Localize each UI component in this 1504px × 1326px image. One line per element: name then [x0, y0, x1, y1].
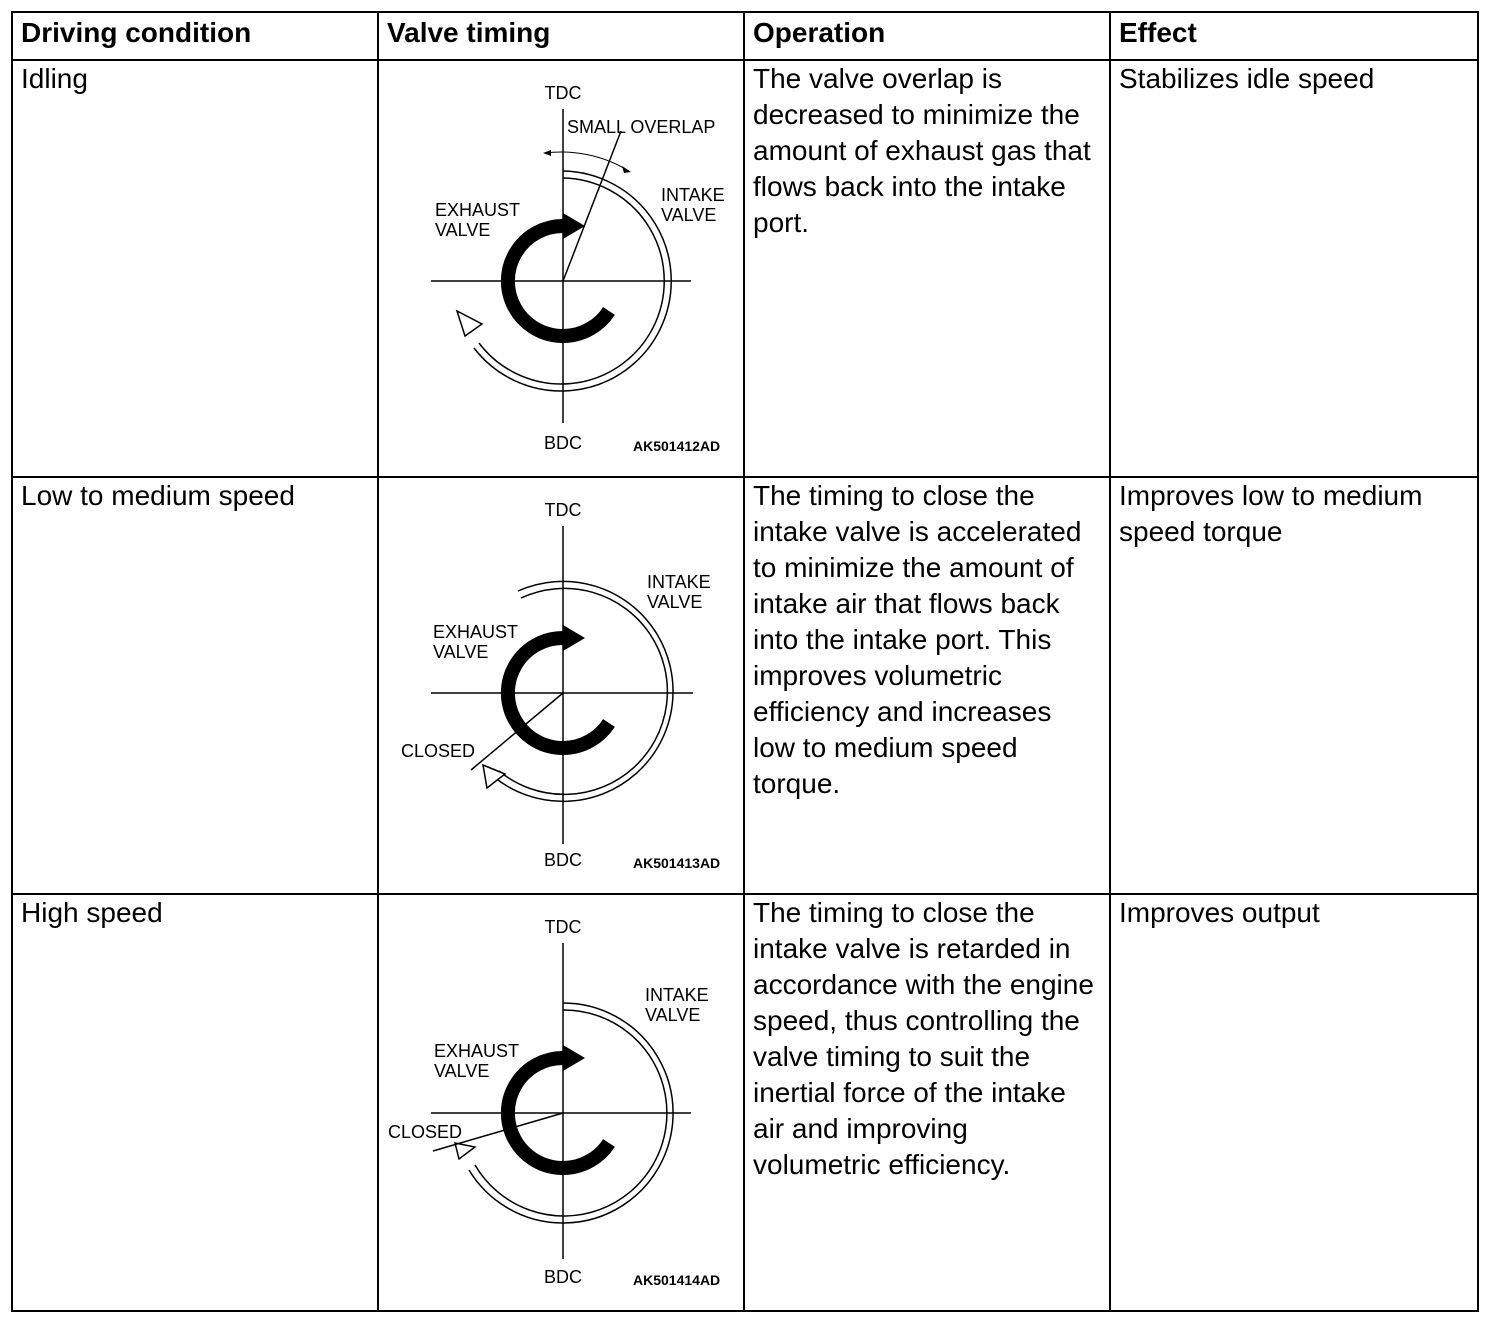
valve-timing-cell — [378, 60, 744, 477]
condition-cell: Idling — [12, 60, 378, 477]
intake-label: INTAKE — [647, 572, 711, 592]
bdc-label: BDC — [543, 850, 583, 870]
condition-cell: Low to medium speed — [12, 477, 378, 894]
closed-line — [471, 693, 563, 770]
valve-timing-diagram-low-medium — [379, 478, 743, 893]
overlap-bracket — [545, 152, 629, 171]
intake-label: VALVE — [661, 205, 717, 225]
bdc-label: BDC — [543, 433, 583, 453]
intake-label: VALVE — [647, 592, 703, 612]
figure-code: AK501414AD — [633, 1272, 721, 1288]
bdc-label: BDC — [543, 1267, 583, 1287]
operation-cell: The timing to close the intake valve is accelerated to minimize the amount of intake air that flows back into the intake port. This improves volumetric efficiency and increases low to medium speed torque. — [744, 477, 1110, 894]
overlap-line — [563, 131, 621, 281]
effect-cell: Improves low to medium speed torque — [1110, 477, 1478, 894]
effect-cell: Improves output — [1110, 894, 1478, 1311]
tdc-label: TDC — [544, 83, 582, 103]
valve-timing-cell — [378, 477, 744, 894]
intake-label: INTAKE — [645, 985, 709, 1005]
exhaust-label: EXHAUST — [433, 622, 519, 642]
valve-timing-diagram-idling — [379, 61, 743, 476]
header-effect: Effect — [1110, 12, 1478, 60]
exhaust-valve-arc — [508, 625, 609, 748]
intake-label: VALVE — [645, 1005, 701, 1025]
exhaust-label: VALVE — [433, 642, 489, 662]
table-row — [12, 894, 1478, 1311]
exhaust-label: EXHAUST — [434, 1041, 520, 1061]
operation-cell: The valve overlap is decreased to minimize the amount of exhaust gas that flows back into the intake port. — [744, 60, 1110, 477]
table-row — [12, 60, 1478, 477]
exhaust-label: VALVE — [434, 1061, 490, 1081]
table-row — [12, 477, 1478, 894]
tdc-label: TDC — [544, 500, 582, 520]
valve-timing-cell — [378, 894, 744, 1311]
tdc-label: TDC — [544, 917, 582, 937]
small-overlap-label: SMALL OVERLAP — [567, 117, 716, 137]
intake-label: INTAKE — [661, 185, 725, 205]
valve-timing-table — [11, 11, 1479, 1312]
figure-code: AK501412AD — [633, 438, 721, 454]
header-driving-condition: Driving condition — [12, 12, 378, 60]
exhaust-valve-arc — [508, 1045, 609, 1168]
figure-code: AK501413AD — [633, 855, 721, 871]
operation-cell: The timing to close the intake valve is retarded in accordance with the engine speed, thus controlling the valve timing to suit the inertial force of the intake air and improving volumetric efficiency. — [744, 894, 1110, 1311]
header-row — [12, 12, 1478, 60]
exhaust-label: EXHAUST — [435, 200, 521, 220]
closed-label: CLOSED — [401, 741, 476, 761]
effect-cell: Stabilizes idle speed — [1110, 60, 1478, 477]
condition-cell: High speed — [12, 894, 378, 1311]
closed-label: CLOSED — [388, 1122, 463, 1142]
exhaust-valve-arc — [508, 213, 609, 336]
header-valve-timing: Valve timing — [378, 12, 744, 60]
header-operation: Operation — [744, 12, 1110, 60]
exhaust-label: VALVE — [435, 220, 491, 240]
valve-timing-diagram-high-speed — [379, 895, 743, 1310]
